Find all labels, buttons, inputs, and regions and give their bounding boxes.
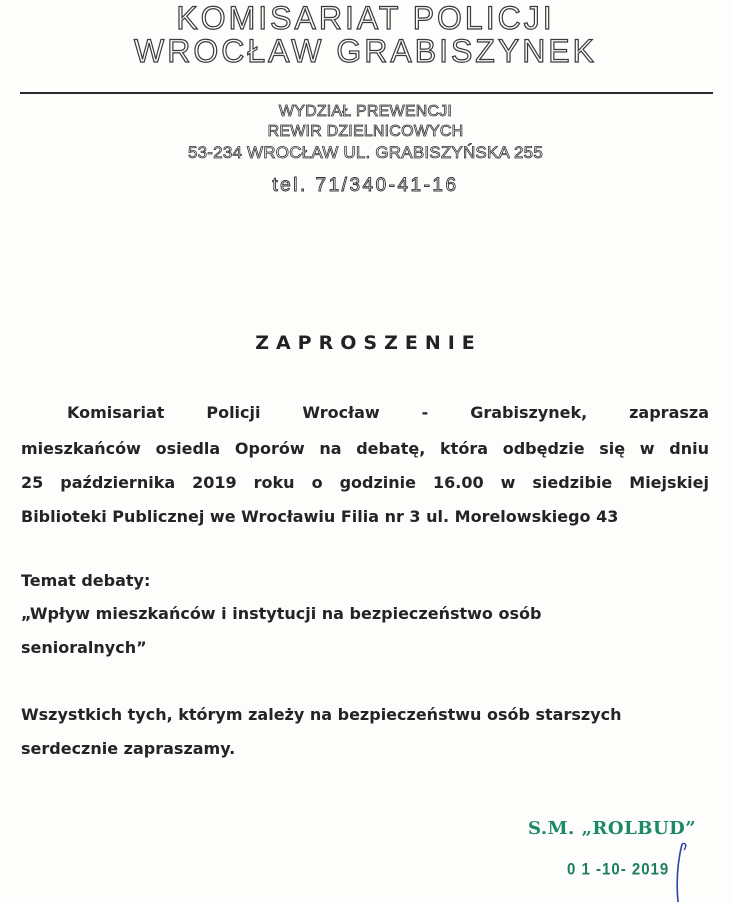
closing-line2: serdecznie zapraszamy. bbox=[21, 739, 236, 758]
invitation-line4: Biblioteki Publicznej we Wrocławiu Filia nr 3 ul. Morelowskiego 43 bbox=[21, 507, 619, 526]
closing-line1: Wszystkich tych, którym zależy na bezpieczeństwu osób starszych bbox=[21, 705, 622, 724]
header-title-line2: WROCŁAW GRABISZYNEK bbox=[134, 33, 597, 69]
stamp-date: 0 1 -10- 2019 bbox=[567, 860, 670, 879]
document-title: ZAPROSZENIE bbox=[255, 332, 482, 354]
stamp-organization: S.M. „ROLBUD” bbox=[528, 818, 697, 839]
topic-line2: senioralnych” bbox=[21, 638, 147, 657]
department-address: 53-234 WROCŁAW UL. GRABISZYŃSKA 255 bbox=[188, 143, 543, 162]
invitation-line3: 25 października 2019 roku o godzinie 16.00 w siedzibie Miejskiej bbox=[21, 473, 709, 492]
topic-label: Temat debaty: bbox=[21, 571, 151, 590]
department-phone: tel. 71/340-41-16 bbox=[272, 175, 459, 196]
header-title-line1: KOMISARIAT POLICJI bbox=[176, 0, 555, 36]
topic-line1: „Wpływ mieszkańców i instytucji na bezpieczeństwo osób bbox=[21, 604, 542, 623]
header-divider bbox=[20, 92, 713, 94]
invitation-line2: mieszkańców osiedla Oporów na debatę, która odbędzie się w dniu bbox=[21, 439, 709, 458]
invitation-line1: Komisariat Policji Wrocław - Grabiszynek, zaprasza bbox=[67, 403, 709, 422]
department-line1: WYDZIAŁ PREWENCJI bbox=[278, 103, 453, 120]
signature-mark bbox=[660, 840, 700, 903]
department-line2: REWIR DZIELNICOWYCH bbox=[267, 123, 464, 140]
